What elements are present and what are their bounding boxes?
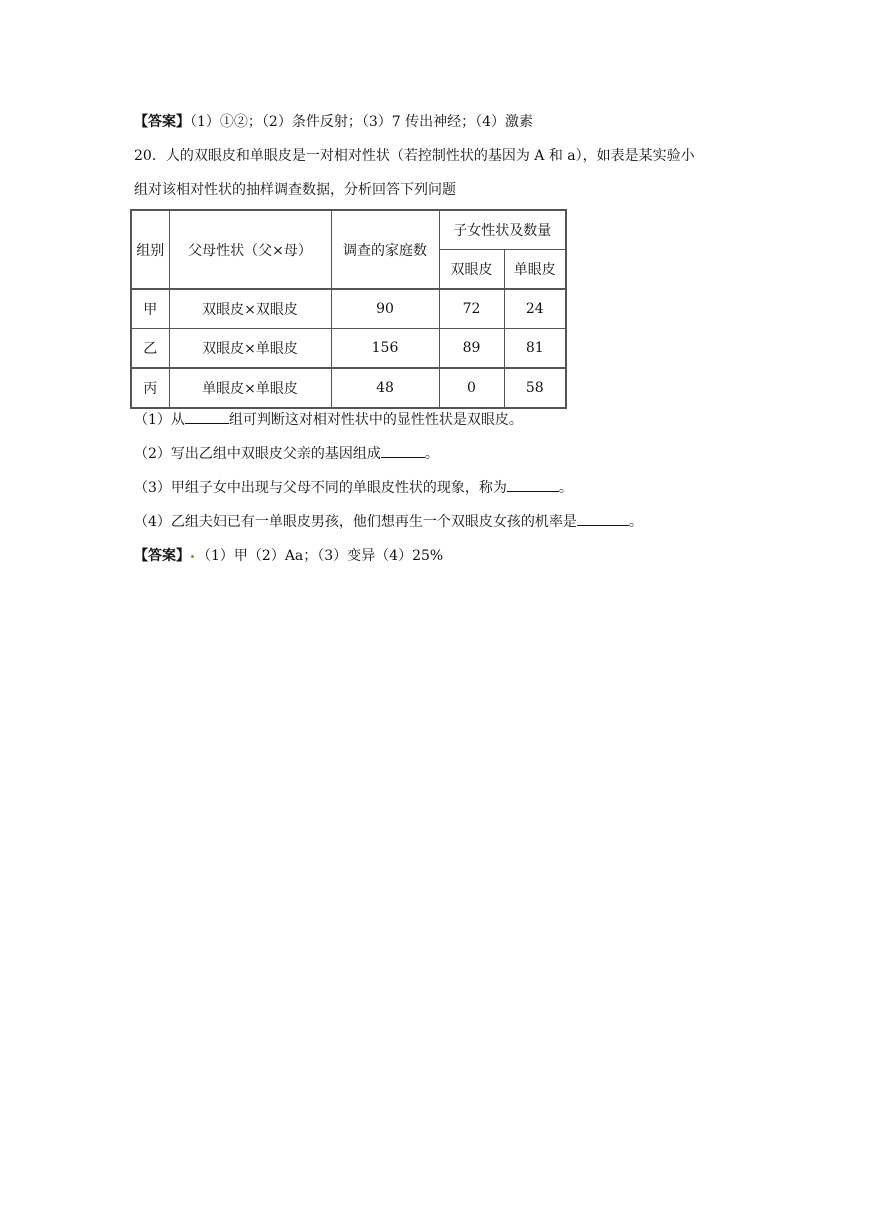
subquestion-2: [134, 443, 439, 464]
answer-text: （1）甲（2）Aa；（3）变异（4）25%: [197, 548, 444, 564]
cell-double: 89: [439, 329, 504, 369]
table-row: [131, 368, 566, 408]
cell-parents: 双眼皮×单眼皮: [169, 329, 331, 369]
cell-group: 甲: [131, 289, 169, 329]
answer-label: 【答案】: [134, 548, 190, 564]
cell-families: 90: [331, 289, 439, 329]
question-stem-line-2: 组对该相对性状的抽样调查数据，分析回答下列问题: [134, 182, 456, 198]
subquestion-2-text-b: 。: [424, 446, 439, 462]
subquestion-2-text-a: （2）写出乙组中双眼皮父亲的基因组成: [134, 446, 381, 462]
table-row: [131, 329, 566, 369]
answer-blank: [381, 443, 425, 458]
cell-double: 72: [439, 289, 504, 329]
header-double-eyelid: 双眼皮: [439, 250, 504, 290]
marker-dot-icon: [191, 555, 194, 558]
subquestion-3-text-b: 。: [558, 480, 573, 496]
survey-table: [130, 209, 567, 409]
previous-answer-line: [134, 112, 533, 132]
cell-single: 24: [504, 289, 566, 329]
subquestion-1-text-a: （1）从: [134, 412, 185, 428]
answer-label: 【答案】: [134, 114, 190, 130]
header-children: 子女性状及数量: [439, 210, 566, 250]
cell-single: 81: [504, 329, 566, 369]
header-single-eyelid: 单眼皮: [504, 250, 566, 290]
cell-single: 58: [504, 368, 566, 408]
table-row: [131, 289, 566, 329]
cell-parents: 双眼皮×双眼皮: [169, 289, 331, 329]
question-stem-line-1: 20．人的双眼皮和单眼皮是一对相对性状（若控制性状的基因为 A 和 a），如表是某实验小: [134, 148, 695, 164]
cell-families: 48: [331, 368, 439, 408]
header-families: 调查的家庭数: [331, 210, 439, 289]
answer-blank: [577, 511, 629, 526]
subquestion-3: [134, 477, 573, 498]
answer-blank: [185, 409, 229, 424]
cell-families: 156: [331, 329, 439, 369]
subquestion-4-text-b: 一个双眼皮女孩的机率是: [422, 514, 577, 530]
header-group: 组别: [131, 210, 169, 289]
answer-line: [134, 546, 443, 566]
subquestion-3-text-a: （3）甲组子女中出现与父母不同的单眼皮性状的现象，称为: [134, 480, 507, 496]
subquestion-1: [134, 409, 523, 430]
subquestion-4: [134, 511, 643, 532]
cell-group: 丙: [131, 368, 169, 408]
answer-blank: [507, 477, 559, 492]
subquestion-4-text-a: （4）乙组夫妇已有一单眼皮男孩，他们想再生: [134, 514, 423, 530]
cell-group: 乙: [131, 329, 169, 369]
answer-text: （1）①②；（2）条件反射；（3）7 传出神经；（4）激素: [190, 114, 533, 130]
subquestion-4-text-c: 。: [628, 514, 643, 530]
cell-parents: 单眼皮×单眼皮: [169, 368, 331, 408]
cell-double: 0: [439, 368, 504, 408]
header-parents: 父母性状（父×母）: [169, 210, 331, 289]
subquestion-1-text-b: 组可判断这对相对性状中的显性性状是双眼皮。: [228, 412, 523, 428]
